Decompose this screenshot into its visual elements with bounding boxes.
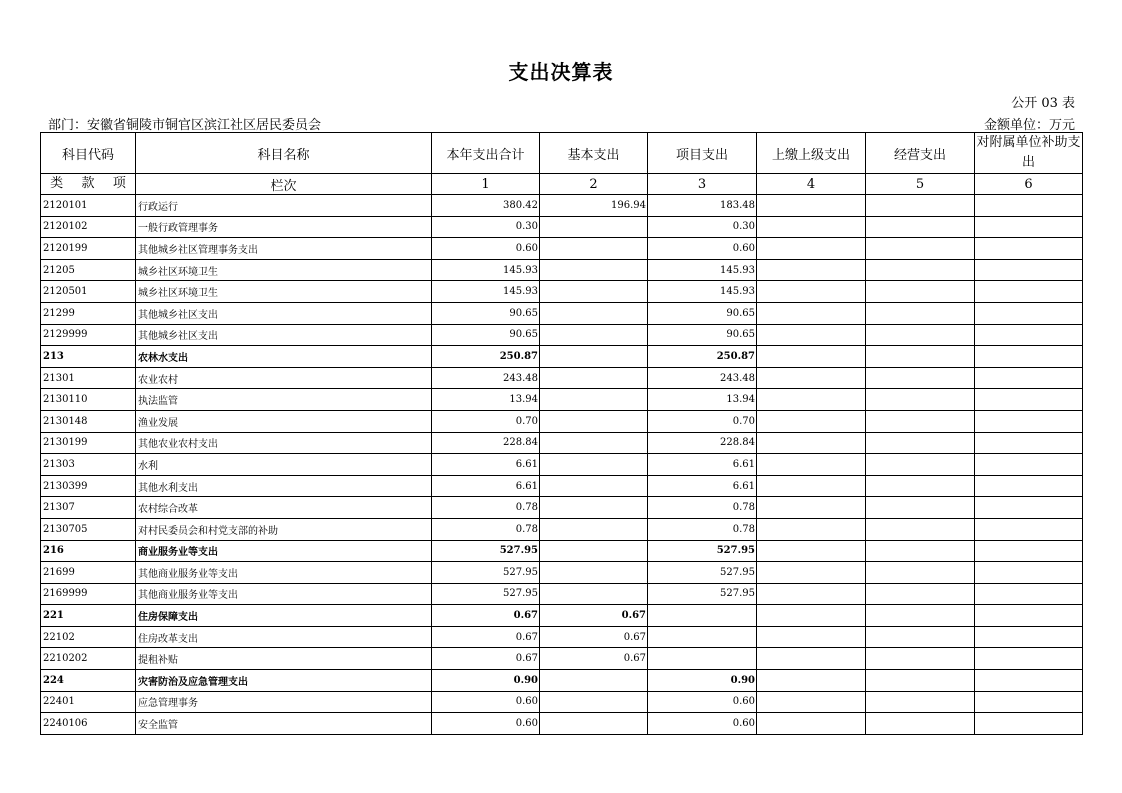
remit-superior-cell	[757, 713, 866, 735]
basic-amount-cell	[540, 518, 648, 540]
table-row	[41, 410, 1083, 432]
project-amount-cell: 183.48	[648, 195, 757, 217]
subsidiary-subsidy-cell	[975, 562, 1083, 584]
project-amount-cell	[648, 605, 757, 627]
basic-amount-cell	[540, 432, 648, 454]
subject-name-cell: 一般行政管理事务	[136, 216, 432, 238]
remit-superior-cell	[757, 432, 866, 454]
subject-name-cell: 安全监管	[136, 713, 432, 735]
subject-code-cell: 2120199	[41, 238, 136, 260]
basic-amount-cell	[540, 540, 648, 562]
table-row	[41, 432, 1083, 454]
total-amount-cell: 527.95	[432, 583, 540, 605]
subject-name-cell: 农村综合改革	[136, 497, 432, 519]
subject-name-cell: 其他城乡社区管理事务支出	[136, 238, 432, 260]
subject-name-cell: 农林水支出	[136, 346, 432, 368]
remit-superior-cell	[757, 475, 866, 497]
remit-superior-cell	[757, 648, 866, 670]
subject-name-cell: 城乡社区环境卫生	[136, 281, 432, 303]
subsidiary-subsidy-cell	[975, 432, 1083, 454]
operating-cell	[866, 259, 975, 281]
project-amount-cell: 90.65	[648, 324, 757, 346]
total-amount-cell: 145.93	[432, 281, 540, 303]
remit-superior-cell	[757, 497, 866, 519]
remit-superior-cell	[757, 238, 866, 260]
subject-name-cell: 住房保障支出	[136, 605, 432, 627]
basic-amount-cell	[540, 713, 648, 735]
table-row	[41, 713, 1083, 735]
subject-code-cell: 2210202	[41, 648, 136, 670]
remit-superior-cell	[757, 626, 866, 648]
operating-cell	[866, 713, 975, 735]
project-amount-cell: 13.94	[648, 389, 757, 411]
subject-name-cell: 渔业发展	[136, 410, 432, 432]
remit-superior-cell	[757, 410, 866, 432]
column-number: 3	[648, 174, 757, 195]
basic-amount-cell	[540, 238, 648, 260]
table-row	[41, 324, 1083, 346]
basic-amount-cell	[540, 454, 648, 476]
operating-cell	[866, 432, 975, 454]
subsidiary-subsidy-cell	[975, 195, 1083, 217]
subsidiary-subsidy-cell	[975, 346, 1083, 368]
operating-cell	[866, 670, 975, 692]
project-amount-cell: 527.95	[648, 583, 757, 605]
code-part-item: 项	[112, 176, 126, 191]
subsidiary-subsidy-cell	[975, 670, 1083, 692]
operating-cell	[866, 346, 975, 368]
basic-amount-cell	[540, 475, 648, 497]
table-row	[41, 670, 1083, 692]
table-row	[41, 346, 1083, 368]
form-number: 公开 03 表	[1011, 96, 1075, 111]
subject-name-cell: 农业农村	[136, 367, 432, 389]
total-amount-cell: 0.78	[432, 518, 540, 540]
operating-cell	[866, 475, 975, 497]
total-amount-cell: 380.42	[432, 195, 540, 217]
operating-cell	[866, 497, 975, 519]
total-amount-cell: 0.30	[432, 216, 540, 238]
remit-superior-cell	[757, 540, 866, 562]
column-index-label: 栏次	[136, 174, 432, 195]
subject-code-cell: 21205	[41, 259, 136, 281]
amount-unit-label: 金额单位：万元	[983, 118, 1075, 133]
subject-name-cell: 提租补贴	[136, 648, 432, 670]
table-row	[41, 302, 1083, 324]
total-amount-cell: 90.65	[432, 324, 540, 346]
total-amount-cell: 250.87	[432, 346, 540, 368]
subject-code-cell: 22102	[41, 626, 136, 648]
column-number: 6	[975, 174, 1083, 195]
subject-name-cell: 对村民委员会和村党支部的补助	[136, 518, 432, 540]
subsidiary-subsidy-cell	[975, 281, 1083, 303]
basic-amount-cell: 0.67	[540, 605, 648, 627]
remit-superior-cell	[757, 583, 866, 605]
subject-name-cell: 城乡社区环境卫生	[136, 259, 432, 281]
column-number: 1	[432, 174, 540, 195]
header-code: 科目代码	[41, 133, 136, 174]
basic-amount-cell	[540, 562, 648, 584]
total-amount-cell: 228.84	[432, 432, 540, 454]
table-row	[41, 648, 1083, 670]
operating-cell	[866, 389, 975, 411]
project-amount-cell: 0.60	[648, 238, 757, 260]
table-row	[41, 238, 1083, 260]
basic-amount-cell	[540, 410, 648, 432]
project-amount-cell: 0.30	[648, 216, 757, 238]
subsidiary-subsidy-cell	[975, 302, 1083, 324]
table-row	[41, 497, 1083, 519]
header-basic: 基本支出	[540, 133, 648, 174]
basic-amount-cell: 0.67	[540, 626, 648, 648]
subject-code-cell: 2130399	[41, 475, 136, 497]
table-row	[41, 605, 1083, 627]
project-amount-cell	[648, 648, 757, 670]
subsidiary-subsidy-cell	[975, 216, 1083, 238]
column-number: 2	[540, 174, 648, 195]
table-row	[41, 259, 1083, 281]
column-number-row	[41, 174, 1083, 195]
subject-code-cell: 2130148	[41, 410, 136, 432]
project-amount-cell	[648, 626, 757, 648]
remit-superior-cell	[757, 281, 866, 303]
subject-code-cell: 2130199	[41, 432, 136, 454]
operating-cell	[866, 454, 975, 476]
operating-cell	[866, 302, 975, 324]
table-row	[41, 626, 1083, 648]
subsidiary-subsidy-cell	[975, 324, 1083, 346]
table-row	[41, 195, 1083, 217]
project-amount-cell: 0.90	[648, 670, 757, 692]
total-amount-cell: 6.61	[432, 454, 540, 476]
remit-superior-cell	[757, 195, 866, 217]
basic-amount-cell	[540, 367, 648, 389]
table-row	[41, 389, 1083, 411]
column-number: 4	[757, 174, 866, 195]
total-amount-cell: 0.60	[432, 691, 540, 713]
subject-code-cell: 2240106	[41, 713, 136, 735]
subject-name-cell: 灾害防治及应急管理支出	[136, 670, 432, 692]
total-amount-cell: 0.78	[432, 497, 540, 519]
remit-superior-cell	[757, 454, 866, 476]
subject-code-cell: 21299	[41, 302, 136, 324]
table-row	[41, 518, 1083, 540]
subject-code-cell: 21301	[41, 367, 136, 389]
basic-amount-cell	[540, 497, 648, 519]
subject-code-cell: 2130110	[41, 389, 136, 411]
remit-superior-cell	[757, 562, 866, 584]
total-amount-cell: 145.93	[432, 259, 540, 281]
subject-code-cell: 2129999	[41, 324, 136, 346]
code-part-section: 款	[81, 176, 95, 191]
remit-superior-cell	[757, 259, 866, 281]
project-amount-cell: 0.60	[648, 691, 757, 713]
project-amount-cell: 0.70	[648, 410, 757, 432]
total-amount-cell: 0.67	[432, 626, 540, 648]
subject-code-cell: 21307	[41, 497, 136, 519]
subject-name-cell: 其他城乡社区支出	[136, 302, 432, 324]
subject-code-cell: 221	[41, 605, 136, 627]
basic-amount-cell	[540, 691, 648, 713]
header-operating: 经营支出	[866, 133, 975, 174]
operating-cell	[866, 648, 975, 670]
subject-name-cell: 商业服务业等支出	[136, 540, 432, 562]
subject-name-cell: 执法监管	[136, 389, 432, 411]
project-amount-cell: 145.93	[648, 281, 757, 303]
subject-name-cell: 其他城乡社区支出	[136, 324, 432, 346]
header-subsidiary-subsidy: 对附属单位补助支出	[975, 133, 1083, 174]
project-amount-cell: 0.60	[648, 713, 757, 735]
subsidiary-subsidy-cell	[975, 626, 1083, 648]
subject-code-cell: 2169999	[41, 583, 136, 605]
project-amount-cell: 527.95	[648, 540, 757, 562]
subject-code-cell: 22401	[41, 691, 136, 713]
project-amount-cell: 145.93	[648, 259, 757, 281]
page-title: 支出决算表	[508, 60, 614, 84]
expenditure-table	[40, 132, 1083, 735]
remit-superior-cell	[757, 216, 866, 238]
subject-code-cell: 21699	[41, 562, 136, 584]
operating-cell	[866, 562, 975, 584]
table-row	[41, 583, 1083, 605]
operating-cell	[866, 518, 975, 540]
total-amount-cell: 6.61	[432, 475, 540, 497]
operating-cell	[866, 281, 975, 303]
project-amount-cell: 0.78	[648, 518, 757, 540]
subsidiary-subsidy-cell	[975, 454, 1083, 476]
subject-name-cell: 其他水利支出	[136, 475, 432, 497]
project-amount-cell: 527.95	[648, 562, 757, 584]
basic-amount-cell	[540, 670, 648, 692]
operating-cell	[866, 367, 975, 389]
subject-name-cell: 住房改革支出	[136, 626, 432, 648]
remit-superior-cell	[757, 691, 866, 713]
remit-superior-cell	[757, 670, 866, 692]
header-remit-superior: 上缴上级支出	[757, 133, 866, 174]
project-amount-cell: 0.78	[648, 497, 757, 519]
total-amount-cell: 0.60	[432, 238, 540, 260]
total-amount-cell: 0.67	[432, 648, 540, 670]
remit-superior-cell	[757, 605, 866, 627]
total-amount-cell: 0.90	[432, 670, 540, 692]
subject-code-cell: 2130705	[41, 518, 136, 540]
basic-amount-cell: 0.67	[540, 648, 648, 670]
remit-superior-cell	[757, 518, 866, 540]
subsidiary-subsidy-cell	[975, 238, 1083, 260]
subject-code-cell: 216	[41, 540, 136, 562]
project-amount-cell: 6.61	[648, 454, 757, 476]
total-amount-cell: 527.95	[432, 540, 540, 562]
subject-code-cell: 2120102	[41, 216, 136, 238]
table-row	[41, 475, 1083, 497]
operating-cell	[866, 410, 975, 432]
table-row	[41, 281, 1083, 303]
remit-superior-cell	[757, 324, 866, 346]
basic-amount-cell	[540, 259, 648, 281]
subject-code-cell: 213	[41, 346, 136, 368]
total-amount-cell: 0.67	[432, 605, 540, 627]
table-row	[41, 216, 1083, 238]
remit-superior-cell	[757, 302, 866, 324]
basic-amount-cell	[540, 346, 648, 368]
remit-superior-cell	[757, 367, 866, 389]
operating-cell	[866, 605, 975, 627]
code-parts-cell	[41, 174, 136, 195]
operating-cell	[866, 583, 975, 605]
basic-amount-cell: 196.94	[540, 195, 648, 217]
total-amount-cell: 0.60	[432, 713, 540, 735]
subject-name-cell: 其他商业服务业等支出	[136, 583, 432, 605]
table-row	[41, 540, 1083, 562]
subsidiary-subsidy-cell	[975, 648, 1083, 670]
total-amount-cell: 0.70	[432, 410, 540, 432]
subject-code-cell: 21303	[41, 454, 136, 476]
basic-amount-cell	[540, 389, 648, 411]
subsidiary-subsidy-cell	[975, 389, 1083, 411]
subject-code-cell: 2120501	[41, 281, 136, 303]
basic-amount-cell	[540, 583, 648, 605]
project-amount-cell: 228.84	[648, 432, 757, 454]
operating-cell	[866, 626, 975, 648]
subsidiary-subsidy-cell	[975, 367, 1083, 389]
subsidiary-subsidy-cell	[975, 497, 1083, 519]
subsidiary-subsidy-cell	[975, 583, 1083, 605]
basic-amount-cell	[540, 216, 648, 238]
subsidiary-subsidy-cell	[975, 518, 1083, 540]
operating-cell	[866, 540, 975, 562]
header-project: 项目支出	[648, 133, 757, 174]
table-row	[41, 367, 1083, 389]
operating-cell	[866, 324, 975, 346]
remit-superior-cell	[757, 389, 866, 411]
remit-superior-cell	[757, 346, 866, 368]
table-row	[41, 691, 1083, 713]
operating-cell	[866, 216, 975, 238]
subject-code-cell: 2120101	[41, 195, 136, 217]
header-name: 科目名称	[136, 133, 432, 174]
subject-code-cell: 224	[41, 670, 136, 692]
subject-name-cell: 其他农业农村支出	[136, 432, 432, 454]
total-amount-cell: 527.95	[432, 562, 540, 584]
operating-cell	[866, 238, 975, 260]
basic-amount-cell	[540, 324, 648, 346]
basic-amount-cell	[540, 302, 648, 324]
subsidiary-subsidy-cell	[975, 605, 1083, 627]
operating-cell	[866, 691, 975, 713]
subsidiary-subsidy-cell	[975, 410, 1083, 432]
table-row	[41, 562, 1083, 584]
code-part-class: 类	[50, 176, 64, 191]
operating-cell	[866, 195, 975, 217]
project-amount-cell: 243.48	[648, 367, 757, 389]
total-amount-cell: 90.65	[432, 302, 540, 324]
total-amount-cell: 243.48	[432, 367, 540, 389]
subject-name-cell: 行政运行	[136, 195, 432, 217]
subject-name-cell: 水利	[136, 454, 432, 476]
project-amount-cell: 6.61	[648, 475, 757, 497]
project-amount-cell: 250.87	[648, 346, 757, 368]
total-amount-cell: 13.94	[432, 389, 540, 411]
subsidiary-subsidy-cell	[975, 540, 1083, 562]
table-row	[41, 454, 1083, 476]
department-label: 部门：安徽省铜陵市铜官区滨江社区居民委员会	[48, 118, 322, 133]
header-total: 本年支出合计	[432, 133, 540, 174]
column-number: 5	[866, 174, 975, 195]
subject-name-cell: 应急管理事务	[136, 691, 432, 713]
subsidiary-subsidy-cell	[975, 259, 1083, 281]
subsidiary-subsidy-cell	[975, 475, 1083, 497]
subsidiary-subsidy-cell	[975, 713, 1083, 735]
header-row	[41, 133, 1083, 174]
project-amount-cell: 90.65	[648, 302, 757, 324]
subsidiary-subsidy-cell	[975, 691, 1083, 713]
basic-amount-cell	[540, 281, 648, 303]
subject-name-cell: 其他商业服务业等支出	[136, 562, 432, 584]
